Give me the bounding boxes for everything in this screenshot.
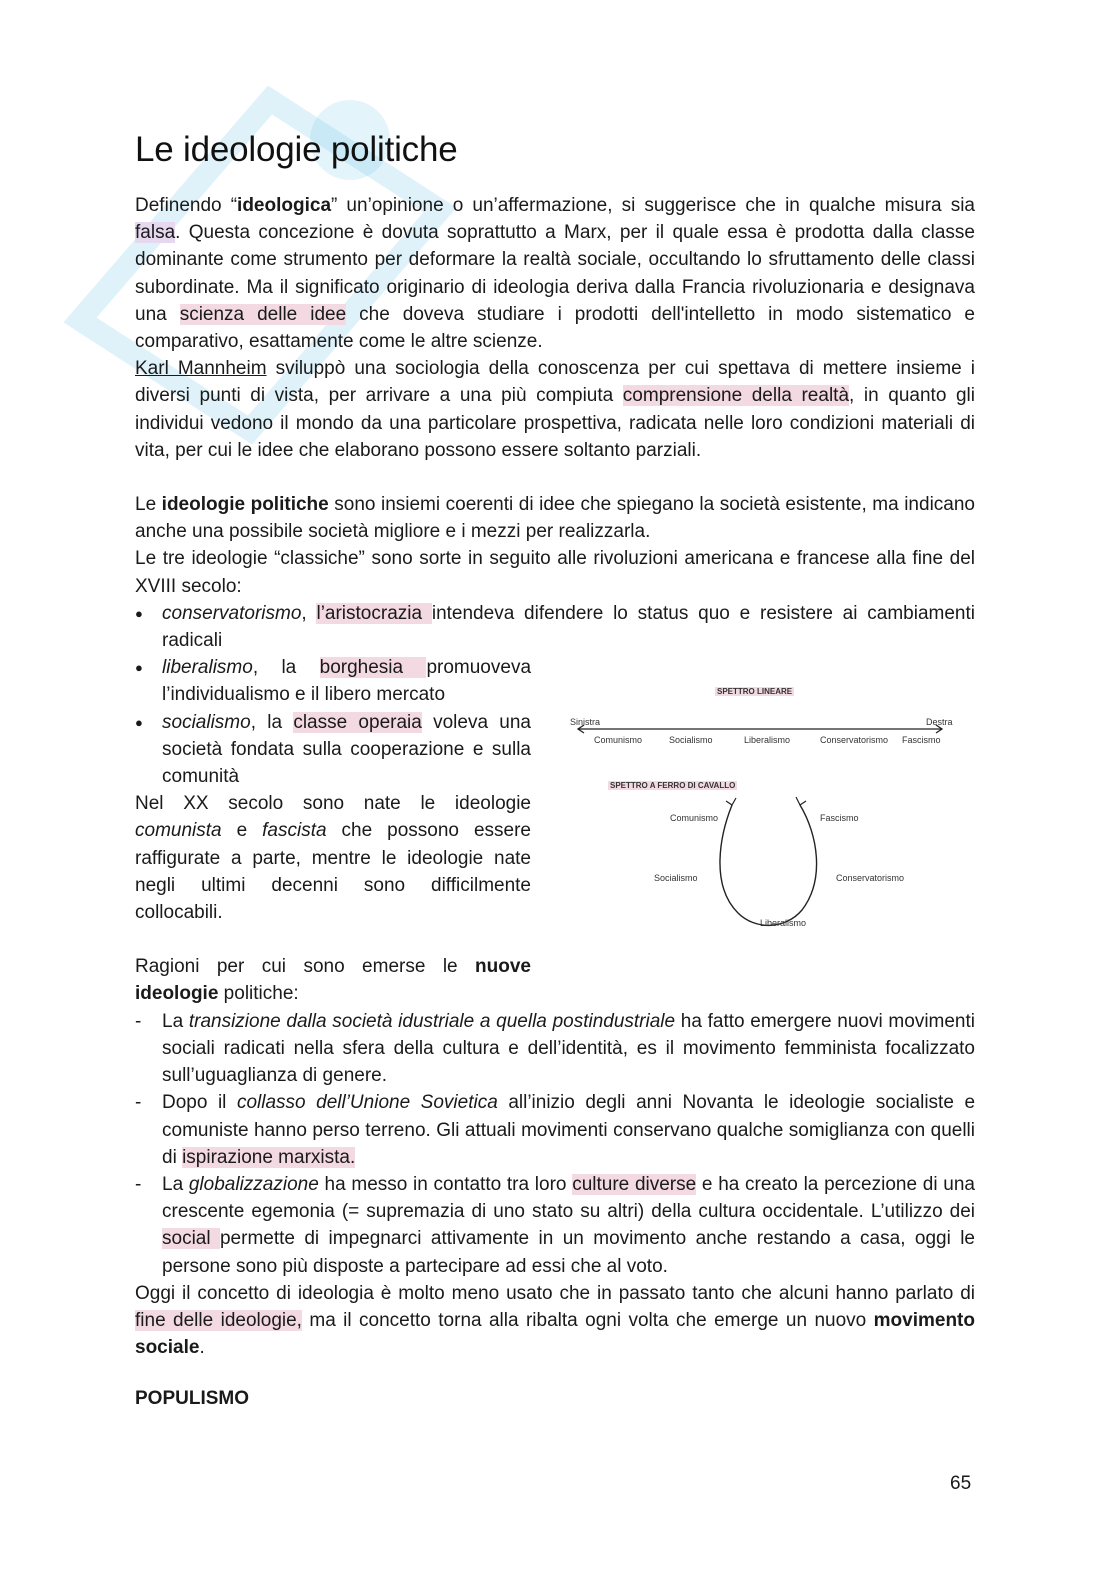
linear-item-conservatorismo: Conservatorismo <box>820 735 889 745</box>
linear-item-fascismo: Fascismo <box>902 735 941 745</box>
paragraph-ideologica: Definendo “ideologica” un’opinione o un’affermazione, si suggerisce che in qualche misura sia falsa. Questa concezione è dovuta soprattutto a Marx, per il quale essa è prodotta dalla classe dominante come strumento per deformare la realtà sociale, occultando lo sfruttamento delle classi subordinate. Ma il significato originario di ideologia deriva dalla Francia rivoluzionaria e designava una scienza delle idee che doveva studiare i prodotti dell'intelletto in modo sistematico e comparativo, esattamente come le altre scienze. <box>135 195 975 353</box>
paragraph-classiche: Le tre ideologie “classiche” sono sorte in seguito alle rivoluzioni americana e francese alla fine del XVIII secolo: <box>135 548 975 597</box>
list-item: ● conservatorismo, l’aristocrazia intendeva difendere lo status quo e resistere ai cambiamenti radicali <box>135 600 975 654</box>
linear-item-comunismo: Comunismo <box>594 735 643 745</box>
list-item: - La transizione dalla società idustriale a quella postindustriale ha fatto emergere nuovi movimenti sociali radicati nella sfera della cultura e dell’identità, es il movimento femminista focalizzato sull’uguaglianza di genere. <box>135 1008 975 1090</box>
horseshoe-spectrum-title: SPETTRO A FERRO DI CAVALLO <box>610 781 736 790</box>
page-title: Le ideologie politiche <box>135 130 458 169</box>
highlight-scienza: scienza delle idee <box>179 303 347 325</box>
linear-spectrum-title: SPETTRO LINEARE <box>717 687 793 696</box>
list-item: ● liberalismo, la borghesia promuoveva l’individualismo e il libero mercato <box>135 654 531 708</box>
left-end-label: Sinistra <box>570 717 601 727</box>
linear-item-liberalismo: Liberalismo <box>744 735 791 745</box>
paragraph-fine-ideologie: Oggi il concetto di ideologia è molto meno usato che in passato tanto che alcuni hanno parlato di fine delle ideologie, ma il concetto torna alla ribalta ogni volta che emerge un nuovo movimento sociale. <box>135 1282 975 1359</box>
paragraph-mannheim: Karl Mannheim sviluppò una sociologia della conoscenza per cui spettava di mettere insieme i diversi punti di vista, per arrivare a una più compiuta comprensione della realtà, in quanto gli individui vedono il mondo da una particolare prospettiva, radicata nelle loro condizioni materiali di vita, per cui le idee che elaborano possono essere soltanto parziali. <box>135 358 975 461</box>
paragraph-ideologie-politiche: Le ideologie politiche sono insiemi coerenti di idee che spiegano la società esistente, ma indicano anche una possibile società migliore e i mezzi per realizzarla. <box>135 494 975 543</box>
horseshoe-curve <box>570 685 955 935</box>
horseshoe-item-fascismo: Fascismo <box>820 813 859 823</box>
horseshoe-item-socialismo: Socialismo <box>654 873 698 883</box>
spectrum-diagram <box>570 685 955 935</box>
paragraph-nuove-ideologie: Ragioni per cui sono emerse le nuove ideologie politiche: <box>135 956 531 1005</box>
horseshoe-item-comunismo: Comunismo <box>670 813 719 823</box>
page-number: 65 <box>950 1473 972 1494</box>
linear-item-socialismo: Socialismo <box>669 735 713 745</box>
highlight-comprensione: comprensione della realtà <box>622 385 850 407</box>
right-end-label: Destra <box>926 717 953 727</box>
highlight-falsa: falsa <box>135 222 176 244</box>
horseshoe-item-liberalismo: Liberalismo <box>760 918 807 928</box>
horseshoe-item-conservatorismo: Conservatorismo <box>836 873 905 883</box>
reasons-list <box>135 1008 975 1280</box>
list-item: - Dopo il collasso dell’Unione Sovietica all’inizio degli anni Novanta le ideologie socialiste e comuniste hanno perso terreno. Gli attuali movimenti conservano qualche somiglianza con quelli di ispirazione marxista. <box>135 1089 975 1171</box>
list-item: ● socialismo, la classe operaia voleva una società fondata sulla cooperazione e sulla comunità <box>135 709 531 791</box>
list-item: - La globalizzazione ha messo in contatto tra loro culture diverse e ha creato la percezione di una crescente egemonia (= supremazia di uno stato su altri) della cultura occidentale. L’utilizzo dei social permette di impegnarci attivamente in un movimento anche restando a casa, oggi le persone sono più disposte a partecipare ad essi che al voto. <box>135 1171 975 1280</box>
paragraph-xx-secolo: Nel XX secolo sono nate le ideologie comunista e fascista che possono essere raffigurate a parte, mentre le ideologie nate negli ultimi decenni sono difficilmente collocabili. <box>135 793 531 924</box>
page-content <box>135 130 975 1410</box>
section-heading-populismo: POPULISMO <box>135 1388 250 1410</box>
